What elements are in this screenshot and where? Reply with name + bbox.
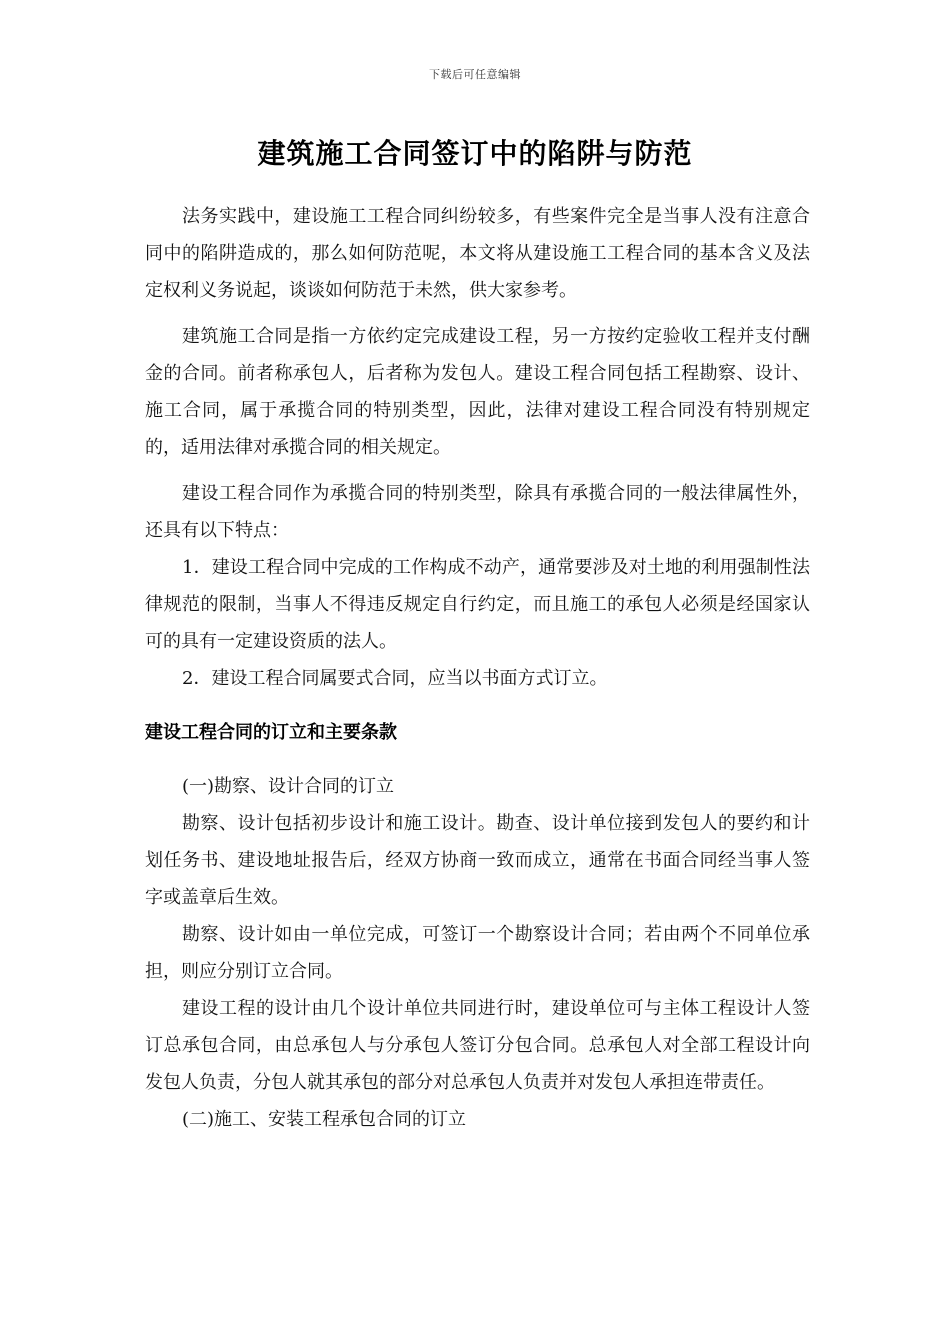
document-title: 建筑施工合同签订中的陷阱与防范	[257, 137, 693, 170]
subheading-survey-design: (一)勘察、设计合同的订立	[182, 776, 395, 797]
paragraph-intro: 法务实践中，建设施工工程合同纠纷较多，有些案件完全是当事人没有注意合同中的陷阱造成的，那么如何防范呢，本文将从建设施工工程合同的基本含义及法定权利义务说起，谈谈如何防范于未然，供大家参考。	[145, 206, 810, 301]
paragraph-feature-2: 2．建设工程合同属要式合同，应当以书面方式订立。	[182, 668, 608, 689]
paragraph-single-unit: 勘察、设计如由一单位完成，可签订一个勘察设计合同；若由两个不同单位承担，则应分别订立合同。	[145, 924, 810, 982]
section-heading: 建设工程合同的订立和主要条款	[145, 722, 397, 743]
header-note: 下载后可任意编辑	[429, 68, 521, 81]
paragraph-survey-design: 勘察、设计包括初步设计和施工设计。勘查、设计单位接到发包人的要约和计划任务书、建设地址报告后，经双方协商一致而成立，通常在书面合同经当事人签字或盖章后生效。	[145, 813, 810, 908]
contract-section	[145, 768, 810, 1138]
paragraph-feature-1: 1．建设工程合同中完成的工作构成不动产，通常要涉及对土地的利用强制性法律规范的限制，当事人不得违反规定自行约定，而且施工的承包人必须是经国家认可的具有一定建设资质的法人。	[145, 557, 810, 652]
intro-section	[145, 198, 810, 697]
paragraph-definition: 建筑施工合同是指一方依约定完成建设工程，另一方按约定验收工程并支付酬金的合同。前者称承包人，后者称为发包人。建设工程合同包括工程勘察、设计、施工合同，属于承揽合同的特别类型，因此，法律对建设工程合同没有特别规定的，适用法律对承揽合同的相关规定。	[145, 326, 810, 458]
subheading-construction: (二)施工、安装工程承包合同的订立	[182, 1109, 467, 1130]
paragraph-general-contract: 建设工程的设计由几个设计单位共同进行时，建设单位可与主体工程设计人签订总承包合同，由总承包人与分承包人签订分包合同。总承包人对全部工程设计向发包人负责，分包人就其承包的部分对总承包人负责并对发包人承担连带责任。	[145, 998, 810, 1093]
paragraph-features-intro: 建设工程合同作为承揽合同的特别类型，除具有承揽合同的一般法律属性外，还具有以下特点：	[145, 483, 810, 541]
